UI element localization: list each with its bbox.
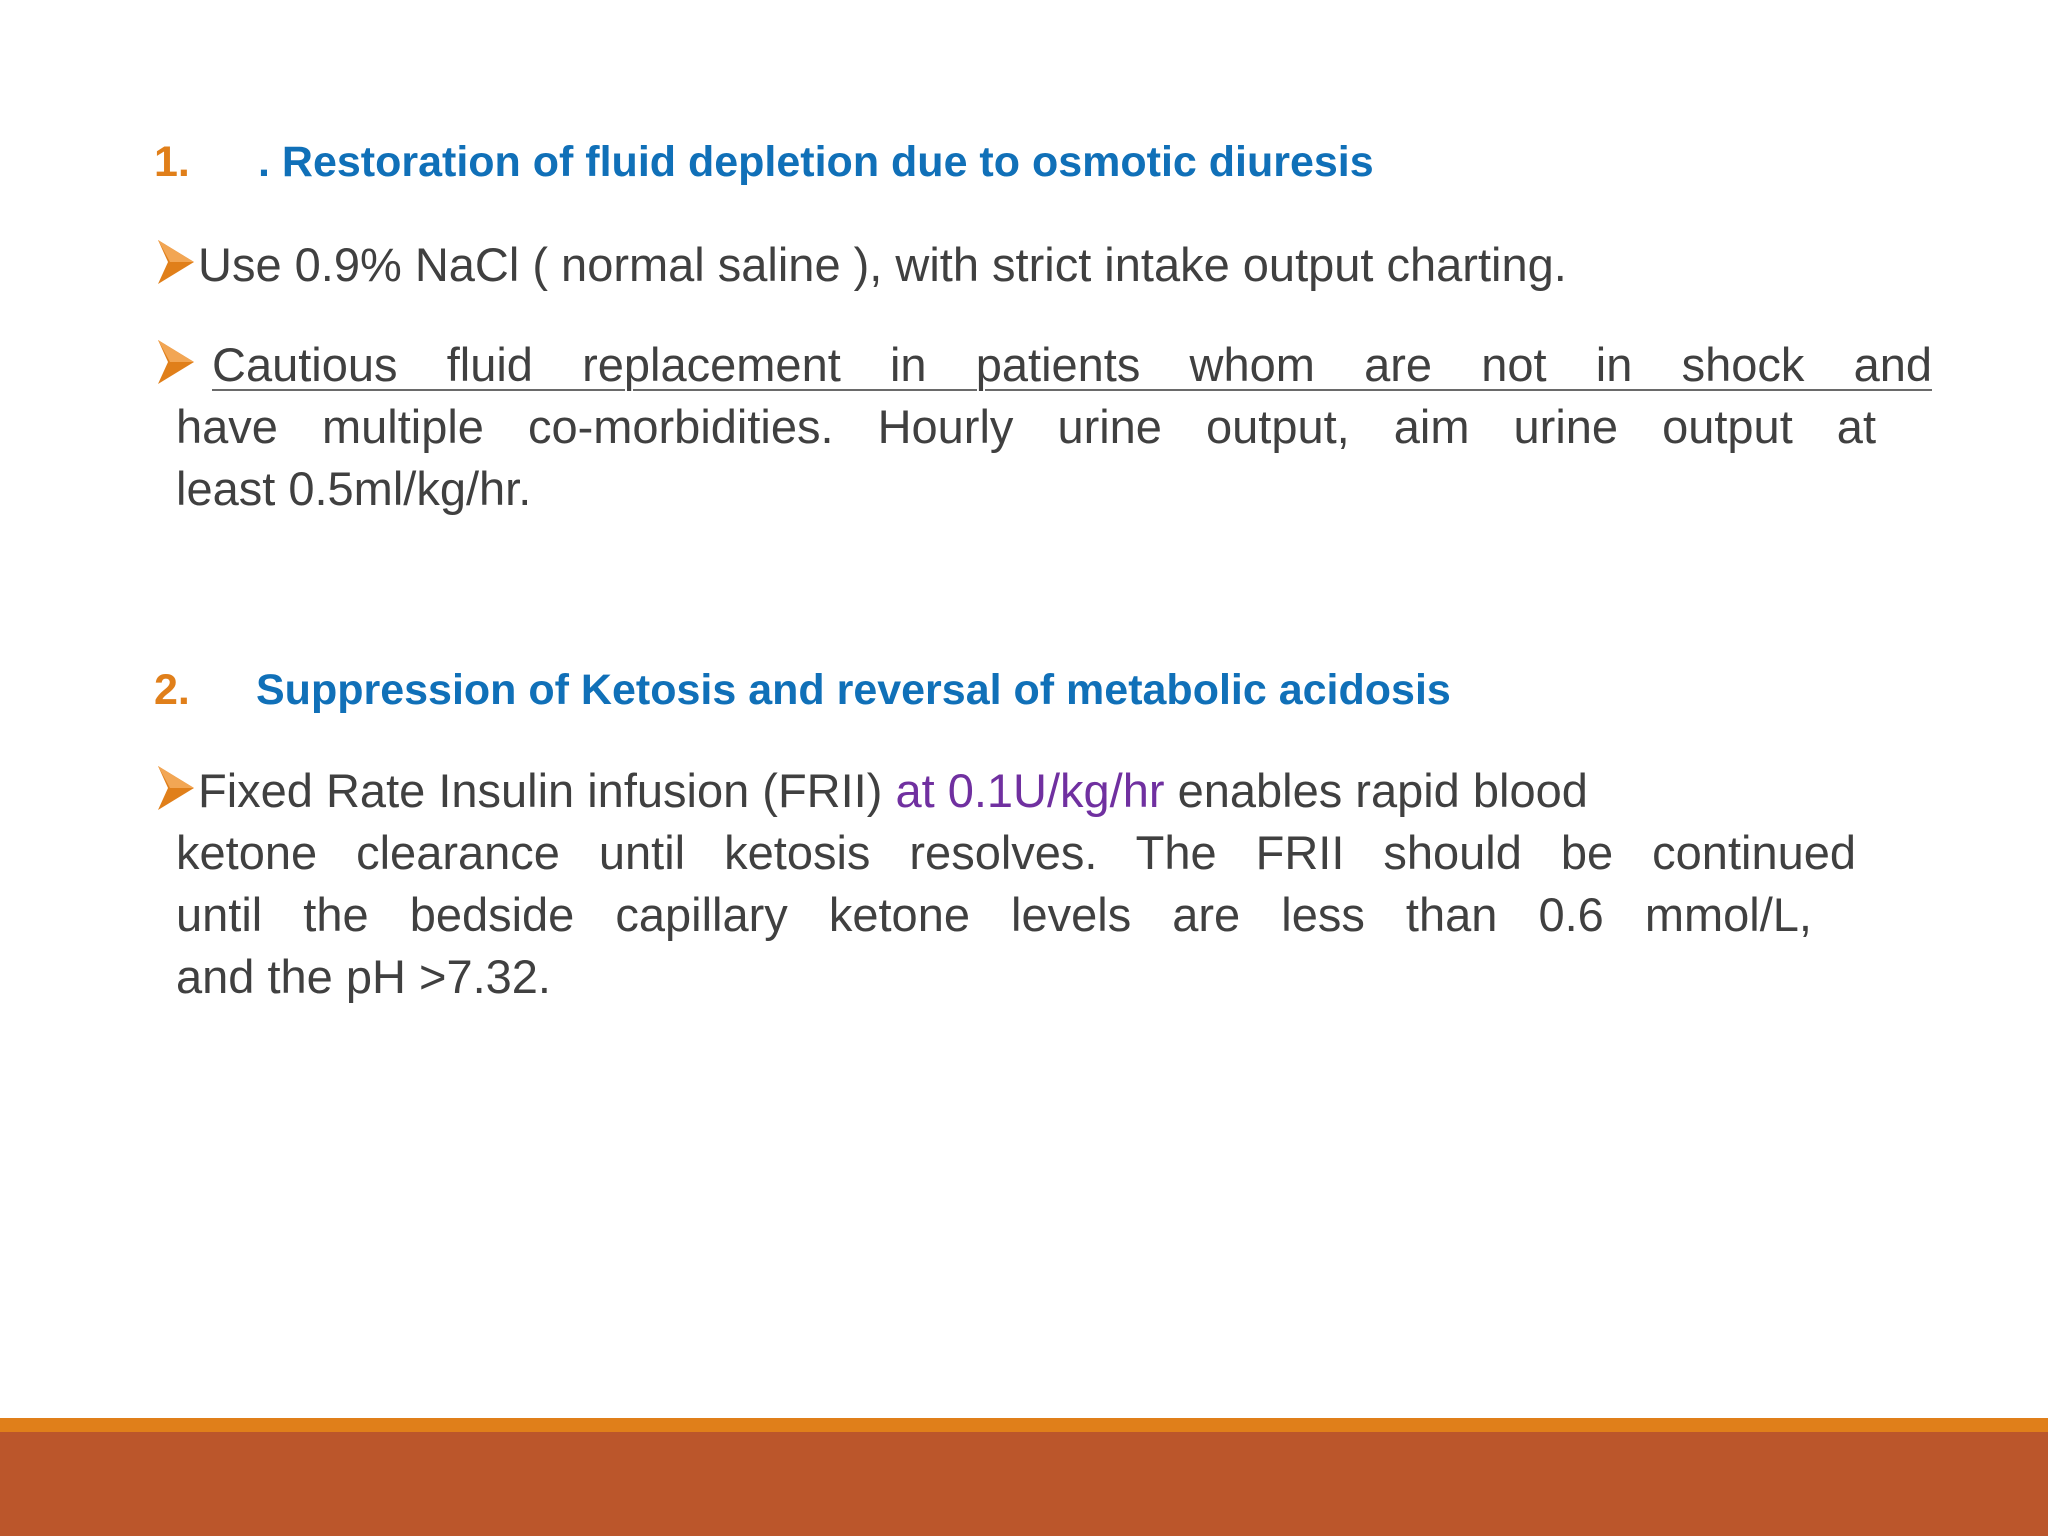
bullet-text-line-2: ketone clearance until ketosis resolves. The FRII should be continued <box>176 826 1856 879</box>
bullet-text-line-3: until the bedside capillary ketone levels are less than 0.6 mmol/L, <box>176 888 1812 941</box>
bullet-text: Use 0.9% NaCl ( normal saline ), with strict intake output charting. <box>198 238 1567 291</box>
bullet-text-line-1 <box>156 760 1856 822</box>
arrow-bullet-icon <box>156 764 196 812</box>
section-1-heading <box>154 138 1374 187</box>
section-2-bullet-1 <box>156 760 1856 1008</box>
footer-accent-stripe <box>0 1418 2048 1432</box>
section-1-bullet-1 <box>156 234 1876 296</box>
section-1-title: . Restoration of fluid depletion due to osmotic diuresis <box>258 138 1374 186</box>
arrow-bullet-icon <box>156 338 196 386</box>
dose-highlight: at 0.1U/kg/hr <box>895 764 1165 817</box>
section-1-bullet-2 <box>156 334 1932 520</box>
section-1-number: 1. <box>154 138 190 186</box>
arrow-bullet-icon <box>156 238 196 286</box>
section-2-title: Suppression of Ketosis and reversal of metabolic acidosis <box>256 666 1451 714</box>
bullet-text-pre: Fixed Rate Insulin infusion (FRII) <box>198 764 883 817</box>
section-2-number: 2. <box>154 666 190 714</box>
bullet-text-line-2: have multiple co-morbidities. Hourly urine output, aim urine output at <box>176 400 1876 453</box>
section-2-heading <box>154 666 1451 715</box>
bullet-text-line-3: least 0.5ml/kg/hr. <box>176 462 532 515</box>
bullet-text-post: enables rapid blood <box>1177 764 1588 817</box>
bullet-text-line-4: and the pH >7.32. <box>176 950 551 1003</box>
footer-band <box>0 1432 2048 1536</box>
bullet-text-line-1: Cautious fluid replacement in patients whom are not in shock and <box>212 338 1932 391</box>
